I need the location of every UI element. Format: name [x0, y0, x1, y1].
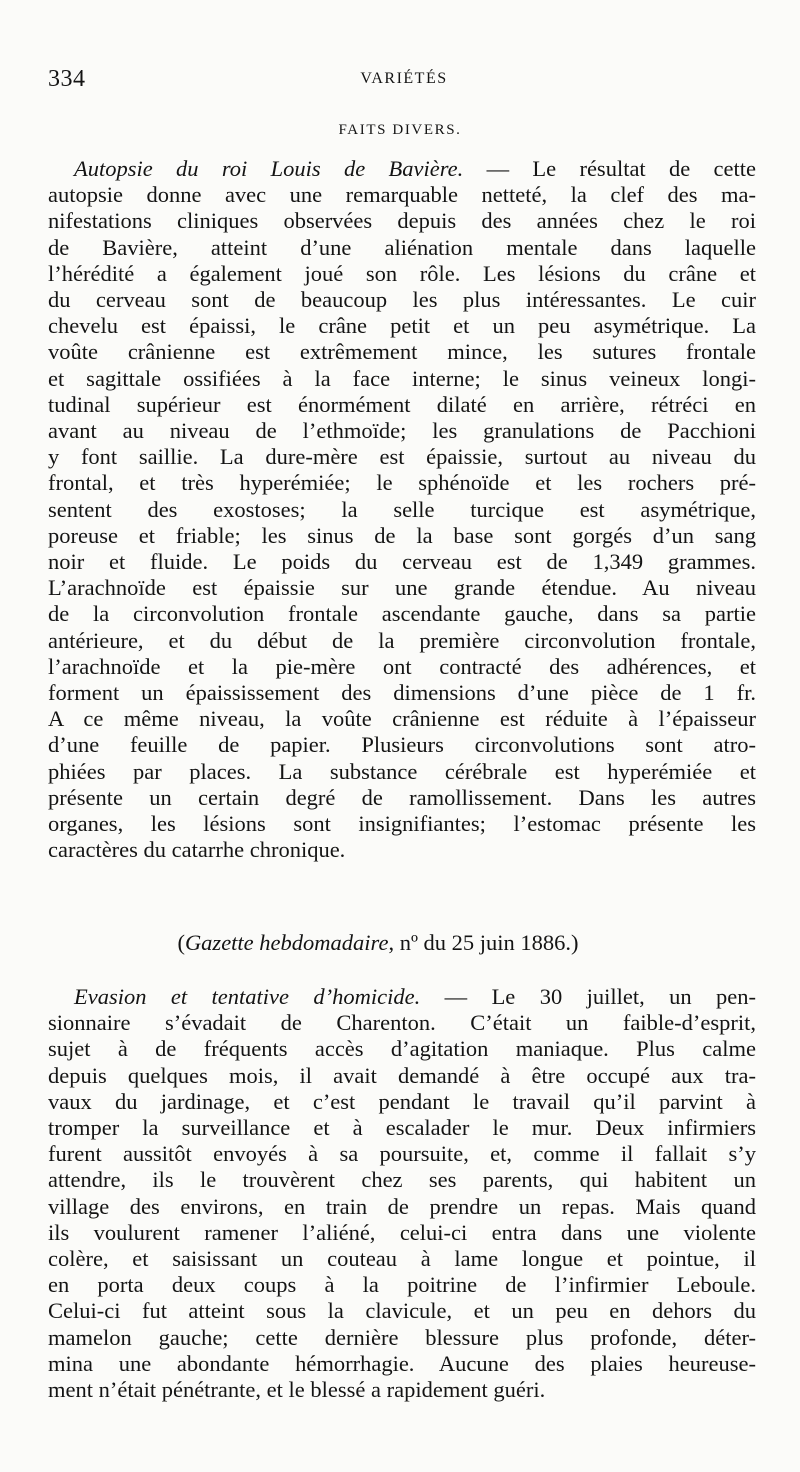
paragraph-line: ment n’était pénétrante, et le blessé a rapidement guéri. — [48, 1377, 546, 1403]
running-title: VARIÉTÉS — [360, 70, 448, 87]
paragraph-line: tudinal supérieur est énormément dilaté en arrière, rétréci en — [48, 391, 756, 417]
paragraph-line: Celui-ci fut atteint sous la clavicule, et un peu en dehors du — [48, 1298, 756, 1324]
page-number: 334 — [48, 66, 86, 92]
paragraph-line: forment un épaississement des dimensions d’une pièce de 1 fr. — [48, 680, 756, 706]
paragraph-line: Autopsie du roi Louis de Bavière. — Le résultat de cette — [74, 156, 757, 181]
paragraph-line: de la circonvolution frontale ascendante gauche, dans sa partie — [48, 601, 756, 627]
paragraph-line: sentent des exostoses; la selle turcique est asymétrique, — [48, 496, 756, 522]
paragraph-line: autopsie donne avec une remarquable netteté, la clef des ma- — [48, 182, 756, 208]
paragraph-line: y font saillie. La dure-mère est épaissie, surtout au niveau du — [48, 444, 756, 470]
paragraph-line: phiées par places. La substance cérébrale est hyperémiée et — [48, 758, 756, 784]
paragraph-line: ils voulurent ramener l’aliéné, celui-ci entra dans une violente — [48, 1219, 756, 1245]
article-title: Autopsie du roi Louis de Bavière. — [74, 156, 464, 181]
paragraph-line: sionnaire s’évadait de Charenton. C’était un faible-d’esprit, — [48, 1010, 756, 1036]
paragraph-line: mina une abondante hémorrhagie. Aucune des plaies heureuse- — [48, 1350, 756, 1376]
citation: (Gazette hebdomadaire, nº du 25 juin 1886.) — [177, 930, 579, 955]
paragraph-line: antérieure, et du début de la première circonvolution frontale, — [48, 627, 756, 653]
paragraph-line: depuis quelques mois, il avait demandé à être occupé aux tra- — [48, 1062, 756, 1088]
paragraph-line: noir et fluide. Le poids du cerveau est de 1,349 grammes. — [48, 549, 756, 575]
article-title: Evasion et tentative d’homicide. — [74, 984, 421, 1009]
paragraph-line: attendre, ils le trouvèrent chez ses parents, qui habitent un — [48, 1167, 756, 1193]
running-head — [48, 66, 760, 96]
paragraph-line: colère, et saisissant un couteau à lame longue et pointue, il — [48, 1246, 756, 1272]
paragraph-line: Evasion et tentative d’homicide. — Le 30 juillet, un pen- — [74, 984, 757, 1009]
paragraph-line: du cerveau sont de beaucoup les plus intéressantes. Le cuir — [48, 287, 756, 313]
article-evasion — [48, 984, 756, 1403]
paragraph-line: mamelon gauche; cette dernière blessure plus profonde, déter- — [48, 1324, 756, 1350]
paragraph-line: organes, les lésions sont insignifiantes; l’estomac présente les — [48, 811, 756, 837]
paragraph-line: poreuse et friable; les sinus de la base sont gorgés d’un sang — [48, 522, 756, 548]
paragraph-line: voûte crânienne est extrêmement mince, les sutures frontale — [48, 339, 756, 365]
article-autopsie — [48, 156, 756, 863]
paragraph-line: d’une feuille de papier. Plusieurs circonvolutions sont atro- — [48, 732, 756, 758]
paragraph-line: en porta deux coups à la poitrine de l’infirmier Leboule. — [48, 1272, 756, 1298]
paragraph-line: et sagittale ossifiées à la face interne; le sinus veineux longi- — [48, 365, 756, 391]
paragraph-line: l’hérédité a également joué son rôle. Les lésions du crâne et — [48, 260, 756, 286]
paragraph-line: village des environs, en train de prendre un repas. Mais quand — [48, 1193, 756, 1219]
citation-source: Gazette hebdomadaire — [184, 930, 389, 955]
paragraph-line: A ce même niveau, la voûte crânienne est réduite à l’épaisseur — [48, 706, 756, 732]
paragraph-line: avant au niveau de l’ethmoïde; les granulations de Pacchioni — [48, 418, 756, 444]
paragraph-line: nifestations cliniques observées depuis des années chez le roi — [48, 208, 756, 234]
paragraph-line: tromper la surveillance et à escalader le mur. Deux infirmiers — [48, 1115, 756, 1141]
paragraph-line: l’arachnoïde et la pie-mère ont contracté des adhérences, et — [48, 653, 756, 679]
paragraph-line: sujet à de fréquents accès d’agitation maniaque. Plus calme — [48, 1036, 756, 1062]
paragraph-line: frontal, et très hyperémiée; le sphénoïde et les rochers pré- — [48, 470, 756, 496]
paragraph-line: L’arachnoïde est épaissie sur une grande étendue. Au niveau — [48, 575, 756, 601]
section-heading: FAITS DIVERS. — [338, 122, 462, 138]
paragraph-line: vaux du jardinage, et c’est pendant le travail qu’il parvint à — [48, 1088, 756, 1114]
paragraph-line: de Bavière, atteint d’une aliénation mentale dans laquelle — [48, 234, 756, 260]
paragraph-line: caractères du catarrhe chronique. — [48, 837, 346, 863]
paragraph-line: chevelu est épaissi, le crâne petit et un peu asymétrique. La — [48, 313, 756, 339]
paragraph-line: furent aussitôt envoyés à sa poursuite, et, comme il fallait s’y — [48, 1141, 756, 1167]
paragraph-line: présente un certain degré de ramollissement. Dans les autres — [48, 784, 756, 810]
